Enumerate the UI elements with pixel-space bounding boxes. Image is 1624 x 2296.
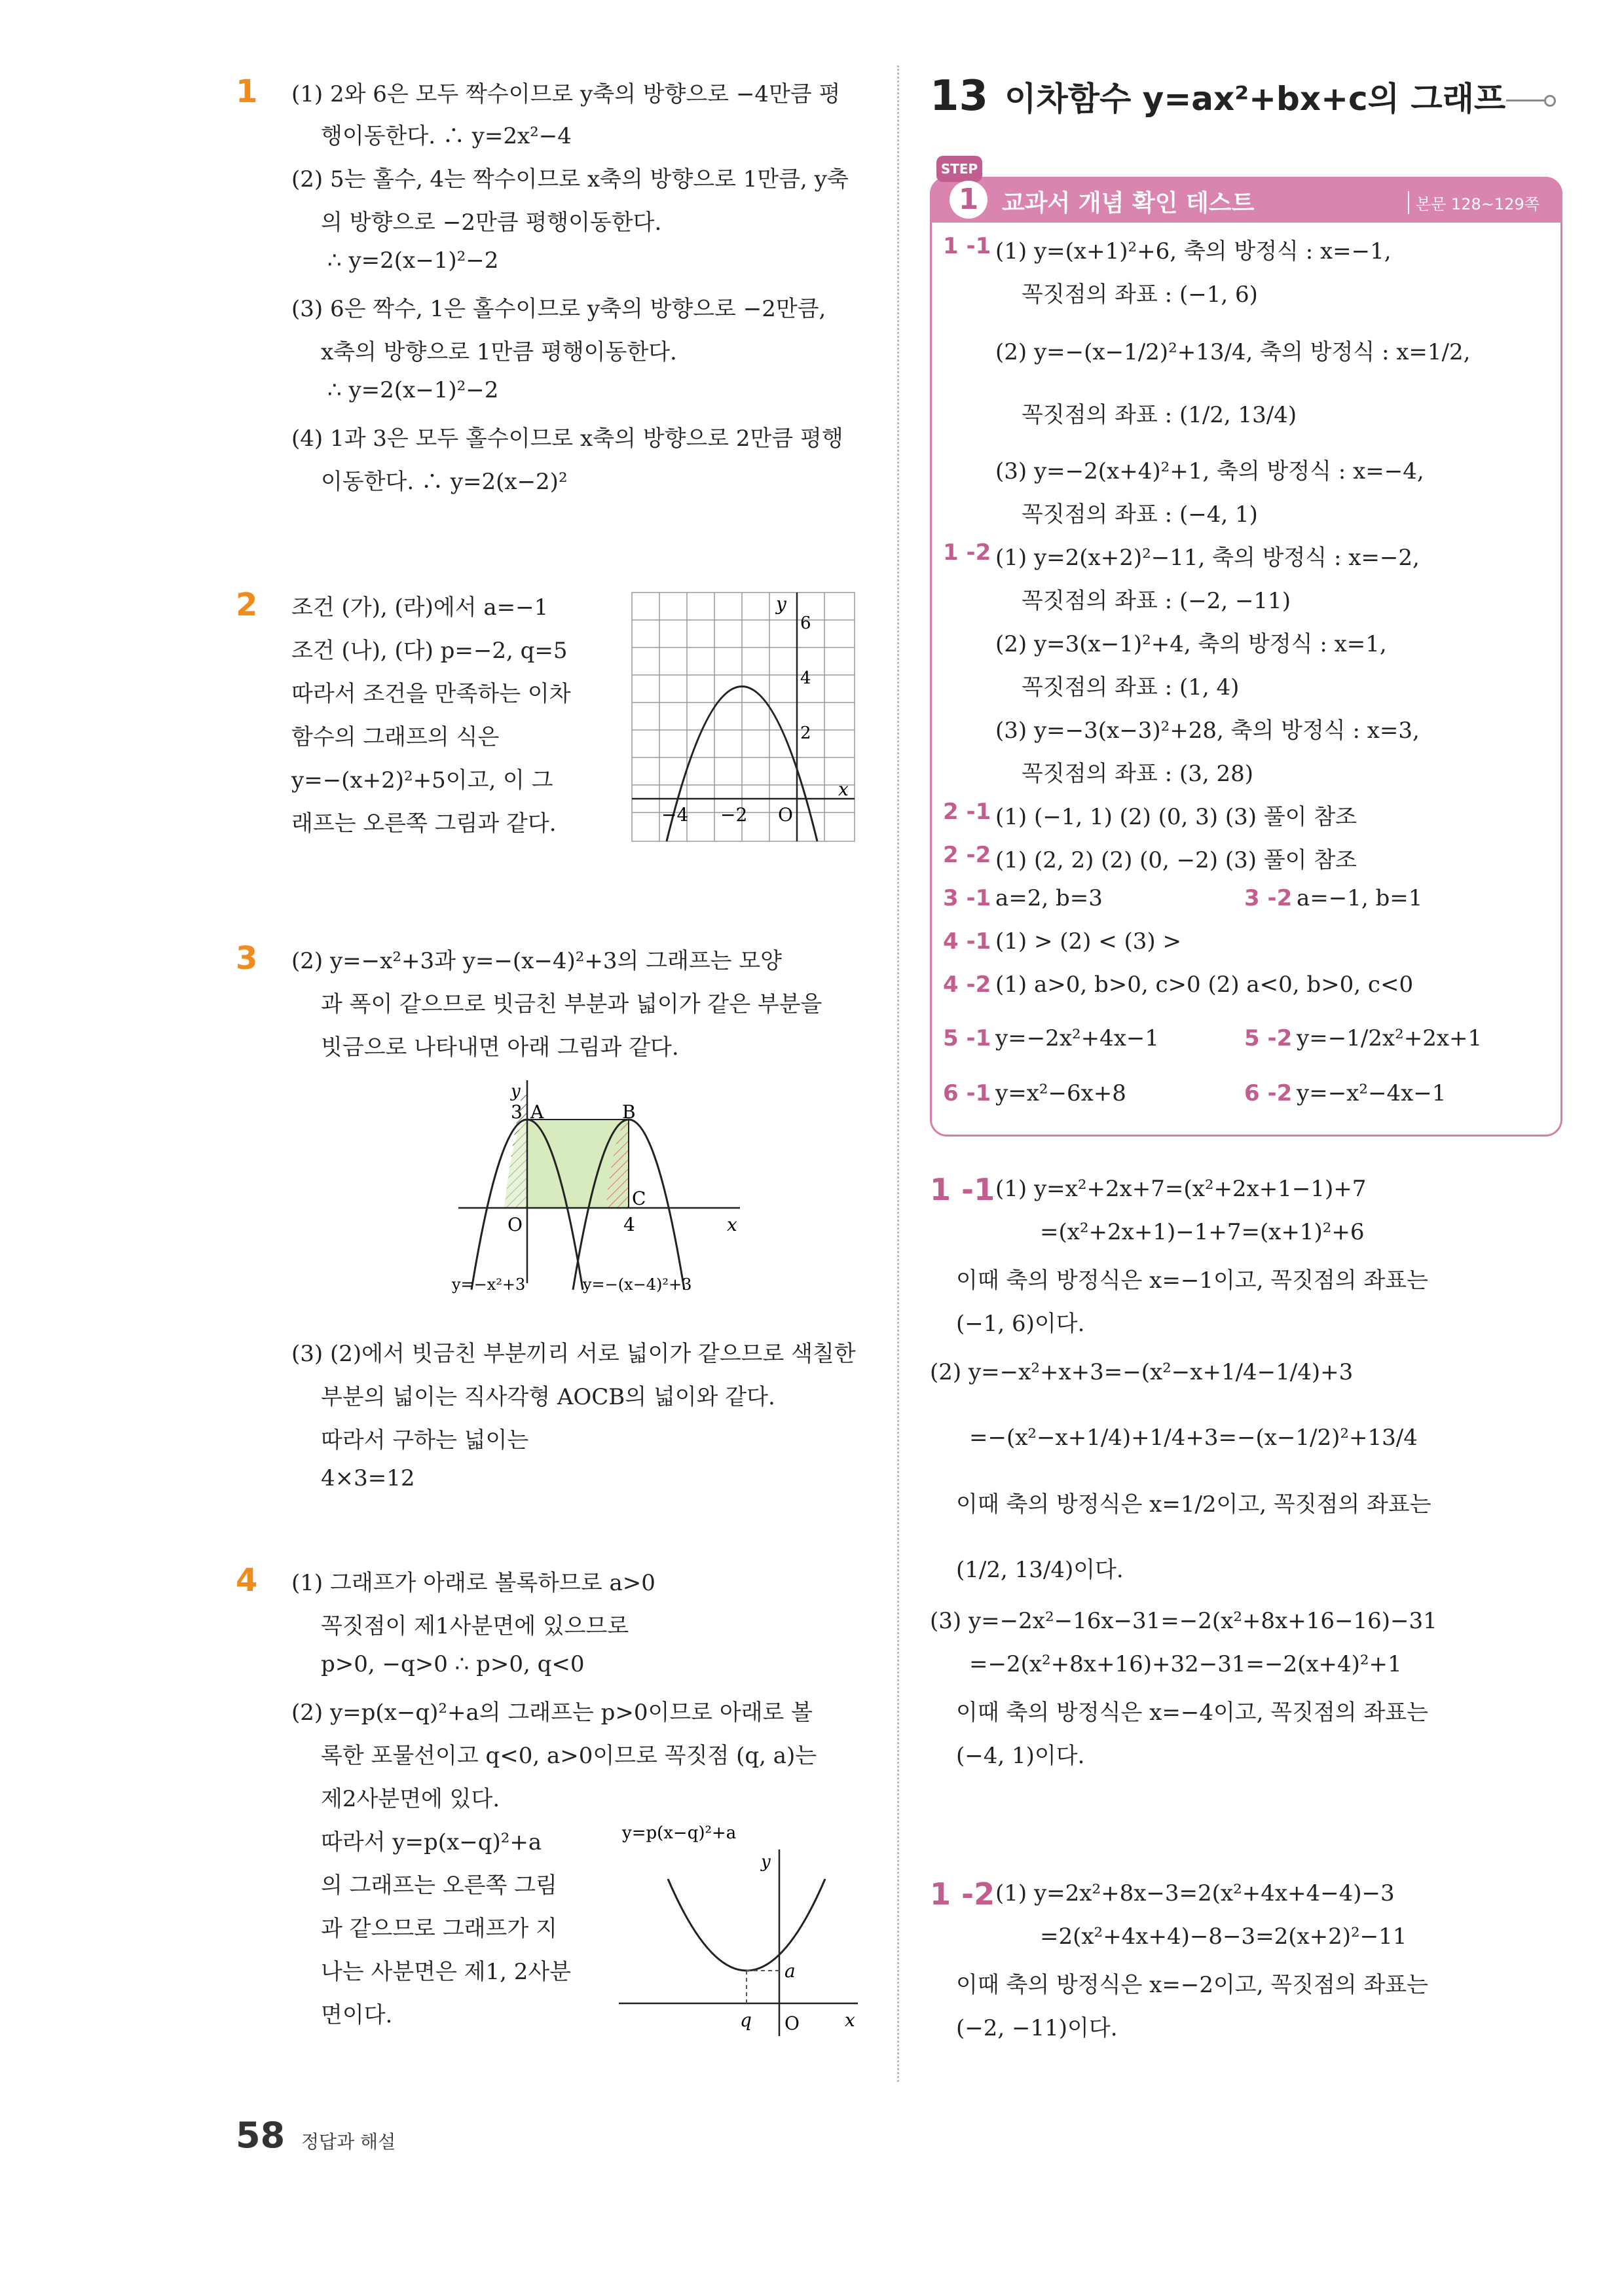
text-line: 조건 (가), (라)에서 a=−1	[291, 594, 549, 621]
text-line: 부분의 넓이는 직사각형 AOCB의 넓이와 같다.	[321, 1384, 775, 1410]
text-line: (3) 6은 짝수, 1은 홀수이므로 y축의 방향으로 −2만큼,	[291, 296, 826, 322]
y-label: y	[776, 593, 786, 615]
box-title: 교과서 개념 확인 테스트	[1002, 190, 1255, 217]
graph-problem-3	[445, 1074, 753, 1296]
text-line: (2) 5는 홀수, 4는 짝수이므로 x축의 방향으로 1만큼, y축	[291, 166, 849, 192]
origin-label: O	[778, 804, 793, 826]
answer-line: y=−x²−4x−1	[1297, 1080, 1447, 1106]
answer-line: 꼭짓점의 좌표 : (−1, 6)	[1022, 282, 1258, 308]
solution-line: =2(x²+4x+4)−8−3=2(x+2)²−11	[1040, 1923, 1407, 1950]
answer-label: 3 -2	[1244, 885, 1293, 911]
answer-label: 3 -1	[943, 885, 991, 911]
answer-line: (1) (−1, 1) (2) (0, 3) (3) 풀이 참조	[995, 804, 1357, 830]
answer-label: 4 -1	[943, 928, 991, 955]
text-line: ∴ y=2(x−1)²−2	[327, 377, 499, 403]
x-label: x	[845, 2009, 855, 2031]
text-line: (4) 1과 3은 모두 홀수이므로 x축의 방향으로 2만큼 평행	[291, 426, 843, 452]
text-line: 따라서 구하는 넓이는	[321, 1427, 529, 1453]
problem-number: 4	[236, 1562, 258, 1599]
text-line: 제2사분면에 있다.	[321, 1786, 500, 1812]
box-number: 1	[950, 181, 987, 219]
tick-label: 4	[800, 668, 811, 688]
answer-line: 꼭짓점의 좌표 : (−2, −11)	[1022, 588, 1291, 614]
text-line: ∴ y=2(x−1)²−2	[327, 247, 499, 274]
text-line: 행이동한다. ∴ y=2x²−4	[321, 123, 572, 149]
solution-line: =−2(x²+8x+16)+32−31=−2(x+4)²+1	[969, 1651, 1402, 1677]
answer-line: (2) y=3(x−1)²+4, 축의 방정식 : x=1,	[995, 631, 1387, 657]
solution-line: (3) y=−2x²−16x−31=−2(x²+8x+16−16)−31	[930, 1608, 1437, 1634]
x-label: x	[727, 1214, 737, 1235]
page-number: 58	[236, 2115, 286, 2156]
point-b-label: B	[622, 1101, 636, 1123]
answer-label: 2 -1	[943, 799, 991, 825]
section-number: 13	[930, 72, 989, 120]
solution-line: (−2, −11)이다.	[956, 2015, 1118, 2041]
text-line: 록한 포물선이고 q<0, a>0이므로 꼭짓점 (q, a)는	[321, 1743, 817, 1769]
text-line: 빗금으로 나타내면 아래 그림과 같다.	[321, 1034, 679, 1061]
a-label: a	[784, 1960, 796, 1982]
graph-problem-4	[616, 1813, 864, 2043]
tick-label: 3	[511, 1101, 523, 1123]
answer-line: a=−1, b=1	[1297, 885, 1423, 911]
text-line: 따라서 조건을 만족하는 이차	[291, 681, 571, 707]
answer-line: 꼭짓점의 좌표 : (−4, 1)	[1022, 501, 1258, 528]
answer-line: (1) y=(x+1)²+6, 축의 방정식 : x=−1,	[995, 238, 1392, 264]
solution-line: (2) y=−x²+x+3=−(x²−x+1/4−1/4)+3	[930, 1359, 1354, 1385]
answer-line: 꼭짓점의 좌표 : (1/2, 13/4)	[1022, 402, 1297, 428]
text-line: 면이다.	[321, 2002, 393, 2028]
text-line: 래프는 오른쪽 그림과 같다.	[291, 811, 557, 837]
answer-line: (1) a>0, b>0, c>0 (2) a<0, b>0, c<0	[995, 972, 1414, 998]
answer-label: 1 -1	[943, 233, 991, 259]
answer-line: 꼭짓점의 좌표 : (3, 28)	[1022, 761, 1253, 787]
solution-line: (1) y=2x²+8x−3=2(x²+4x+4−4)−3	[995, 1880, 1395, 1906]
answer-line: (3) y=−3(x−3)²+28, 축의 방정식 : x=3,	[995, 718, 1420, 744]
answer-label: 5 -2	[1244, 1025, 1293, 1051]
text-line: 나는 사분면은 제1, 2사분	[321, 1959, 572, 1985]
footer-text: 정답과 해설	[301, 2131, 396, 2153]
answer-line: y=x²−6x+8	[995, 1080, 1126, 1106]
function-label: y=−(x−4)²+3	[583, 1275, 692, 1294]
text-line: (3) (2)에서 빗금친 부분끼리 서로 넓이가 같으므로 색칠한	[291, 1341, 856, 1367]
text-line: 조건 (나), (다) p=−2, q=5	[291, 638, 568, 664]
solution-line: (1/2, 13/4)이다.	[956, 1557, 1124, 1583]
solution-line: =(x²+2x+1)−1+7=(x+1)²+6	[1040, 1219, 1365, 1245]
origin-label: O	[507, 1214, 523, 1235]
answer-line: a=2, b=3	[995, 885, 1103, 911]
answer-label: 5 -1	[943, 1025, 991, 1051]
solution-line: (−4, 1)이다.	[956, 1743, 1085, 1769]
answer-label: 6 -1	[943, 1080, 991, 1106]
y-label: y	[761, 1852, 771, 1872]
text-line: 과 같으므로 그래프가 지	[321, 1916, 557, 1942]
point-c-label: C	[632, 1188, 646, 1209]
text-line: 꼭짓점이 제1사분면에 있으므로	[321, 1613, 629, 1639]
text-line: 함수의 그래프의 식은	[291, 724, 500, 750]
title-dot-icon	[1544, 95, 1556, 107]
answer-line: (3) y=−2(x+4)²+1, 축의 방정식 : x=−4,	[995, 458, 1424, 484]
text-line: 과 폭이 같으므로 빗금친 부분과 넓이가 같은 부분을	[321, 991, 822, 1017]
origin-label: O	[784, 2013, 800, 2034]
text-line: 4×3=12	[321, 1465, 415, 1491]
text-line: p>0, −q>0 ∴ p>0, q<0	[321, 1651, 585, 1677]
tick-label: 2	[800, 723, 811, 743]
point-a-label: A	[530, 1101, 544, 1123]
text-line: 의 그래프는 오른쪽 그림	[321, 1872, 557, 1899]
solution-line: 이때 축의 방정식은 x=−2이고, 꼭짓점의 좌표는	[956, 1972, 1428, 1998]
text-line: (2) y=−x²+3과 y=−(x−4)²+3의 그래프는 모양	[291, 948, 783, 974]
answer-line: y=−1/2x²+2x+1	[1297, 1025, 1483, 1051]
answer-label: 2 -2	[943, 842, 991, 868]
step-badge: STEP	[936, 156, 982, 182]
function-label: y=p(x−q)²+a	[622, 1823, 737, 1843]
section-heading: 이차함수 y=ax²+bx+c의 그래프	[1005, 80, 1506, 118]
text-line: 따라서 y=p(x−q)²+a	[321, 1829, 542, 1855]
text-line: (2) y=p(x−q)²+a의 그래프는 p>0이므로 아래로 볼	[291, 1700, 813, 1726]
solution-line: 이때 축의 방정식은 x=1/2이고, 꼭짓점의 좌표는	[956, 1491, 1431, 1518]
column-divider	[897, 65, 899, 2082]
problem-number: 3	[236, 940, 258, 977]
answer-line: (1) (2, 2) (2) (0, −2) (3) 풀이 참조	[995, 847, 1357, 873]
problem-number: 1	[236, 73, 258, 110]
graph-problem-2	[629, 589, 858, 845]
solution-line: (−1, 6)이다.	[956, 1311, 1085, 1337]
tick-label: −4	[661, 804, 689, 826]
problem-number: 2	[236, 587, 258, 623]
tick-label: 4	[623, 1214, 635, 1235]
box-page-ref: 본문 128~129쪽	[1408, 191, 1540, 214]
text-line: x축의 방향으로 1만큼 평행이동한다.	[321, 339, 677, 365]
section-title	[930, 72, 1505, 120]
answer-line: 꼭짓점의 좌표 : (1, 4)	[1022, 674, 1240, 701]
solution-line: 이때 축의 방정식은 x=−1이고, 꼭짓점의 좌표는	[956, 1267, 1428, 1294]
tick-label: 6	[800, 613, 811, 633]
function-label: y=−x²+3	[452, 1275, 526, 1294]
answer-line: (2) y=−(x−1/2)²+13/4, 축의 방정식 : x=1/2,	[995, 339, 1471, 365]
x-label: x	[838, 778, 849, 800]
answer-line: y=−2x²+4x−1	[995, 1025, 1160, 1051]
solution-line: 이때 축의 방정식은 x=−4이고, 꼭짓점의 좌표는	[956, 1700, 1428, 1726]
title-rule	[1506, 100, 1545, 101]
text-line: 이동한다. ∴ y=2(x−2)²	[321, 469, 568, 495]
text-line: (1) 2와 6은 모두 짝수이므로 y축의 방향으로 −4만큼 평	[291, 81, 841, 107]
y-label: y	[511, 1082, 521, 1101]
answer-label: 6 -2	[1244, 1080, 1293, 1106]
answer-line: (1) > (2) < (3) >	[995, 928, 1181, 955]
answer-label: 4 -2	[943, 972, 991, 998]
solution-line: =−(x²−x+1/4)+1/4+3=−(x−1/2)²+13/4	[969, 1425, 1418, 1451]
solution-label: 1 -1	[930, 1172, 995, 1207]
answer-label: 1 -2	[943, 539, 991, 566]
tick-label: −2	[720, 804, 748, 826]
text-line: y=−(x+2)²+5이고, 이 그	[291, 767, 553, 793]
answer-line: (1) y=2(x+2)²−11, 축의 방정식 : x=−2,	[995, 545, 1420, 571]
text-line: (1) 그래프가 아래로 볼록하므로 a>0	[291, 1570, 655, 1596]
solution-label: 1 -2	[930, 1876, 995, 1912]
text-line: 의 방향으로 −2만큼 평행이동한다.	[321, 210, 662, 236]
solution-line: (1) y=x²+2x+7=(x²+2x+1−1)+7	[995, 1176, 1367, 1202]
q-label: q	[740, 2009, 752, 2031]
